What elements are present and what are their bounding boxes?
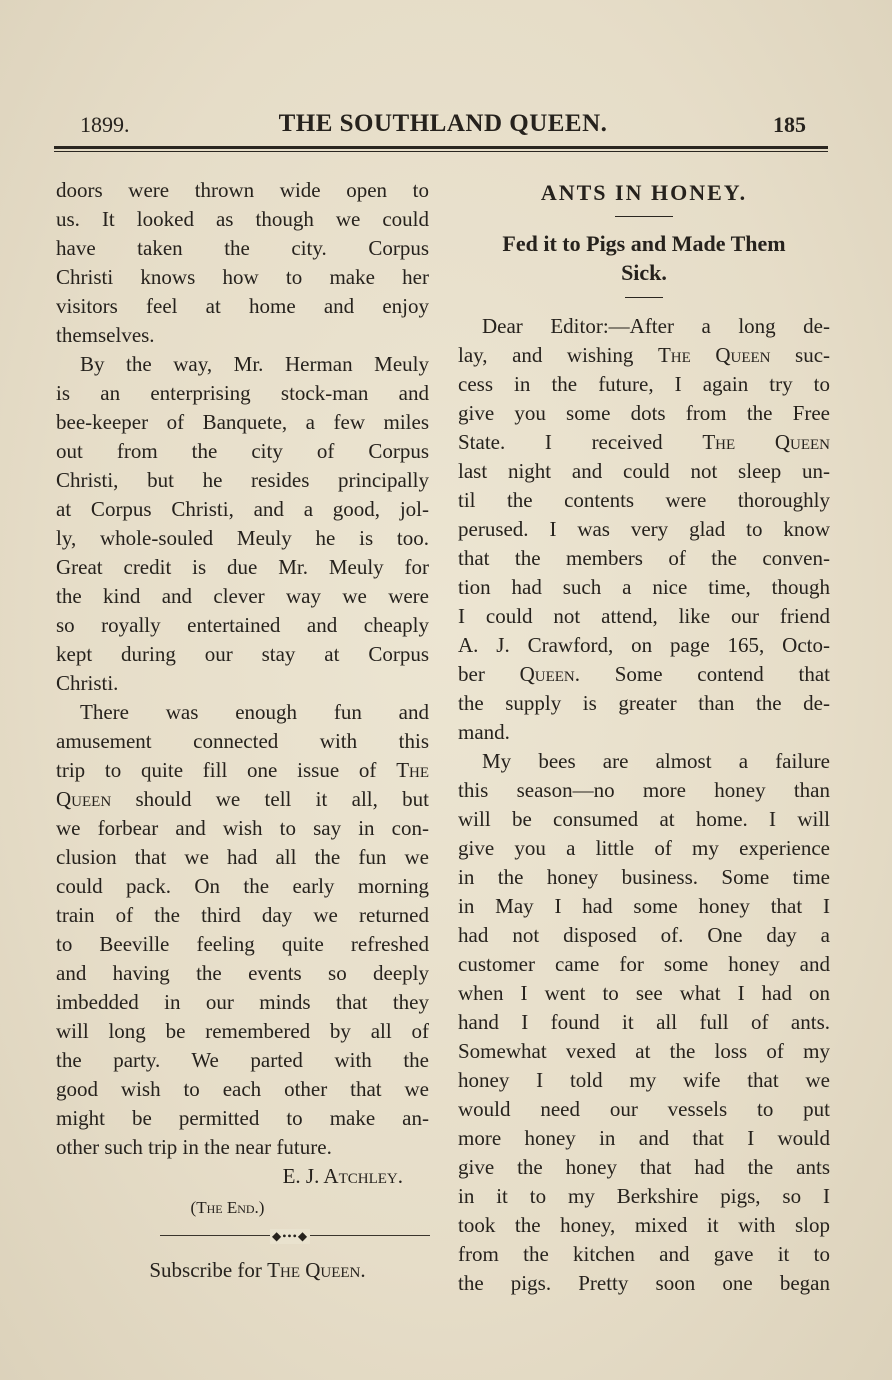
text-line: Christi knows how to make her [56,265,429,289]
text-line: is an enterprising stock-man and [56,381,429,405]
text-line: cess in the future, I again try to [458,372,830,396]
text-line: imbedded in our minds that they [56,990,429,1014]
text-line: honey I told my wife that we [458,1068,830,1092]
text-line: amusement connected with this [56,729,429,753]
text-line: in the honey business. Some time [458,865,830,889]
queen-small-caps: Queen. [519,662,580,686]
text-line: in May I had some honey that I [458,894,830,918]
title-rule [615,216,673,217]
text-line: Great credit is due Mr. Meuly for [56,555,429,579]
text-line: could pack. On the early morning [56,874,429,898]
left-column [56,176,429,1287]
text-span: Some contend that [614,662,831,686]
text-line: this season—no more honey than [458,778,830,802]
text-line: will be consumed at home. I will [458,807,830,831]
text-line: themselves. [56,323,155,347]
text-line: might be permitted to make an- [56,1106,429,1130]
text-line: bee-keeper of Banquete, a few miles [56,410,429,434]
text-line: in it to my Berkshire pigs, so I [458,1184,830,1208]
text-line: Dear Editor:—After a long de- [482,314,830,338]
text-line: give you a little of my experience [458,836,830,860]
text-line: had not disposed of. One day a [458,923,830,947]
text-line: A. J. Crawford, on page 165, Octo- [458,633,830,657]
text-line: train of the third day we returned [56,903,429,927]
text-line: and having the events so deeply [56,961,429,985]
text-line: Christi, but he resides principally [56,468,429,492]
text-span: trip to quite fill one issue of [56,758,377,782]
text-line: have taken the city. Corpus [56,236,429,260]
text-line: Christi. [56,671,119,695]
text-line: us. It looked as though we could [56,207,429,231]
article-subtitle-line: Sick. [621,260,667,285]
text-line: to Beeville feeling quite refreshed [56,932,429,956]
text-span: lay, and wishing [458,343,634,367]
text-line: Somewhat vexed at the loss of my [458,1039,830,1063]
ornament-rule [56,1225,429,1247]
right-column [458,176,830,1298]
text-line [56,785,429,814]
text-line: til the contents were thoroughly [458,488,830,512]
text-line [56,756,429,785]
text-line: My bees are almost a failure [482,749,830,773]
text-line: from the kitchen and gave it to [458,1242,830,1266]
text-span: should we tell it all, but [135,787,429,811]
text-line: give the honey that had the ants [458,1155,830,1179]
text-line: that the members of the conven- [458,546,830,570]
text-line: I could not attend, like our friend [458,604,830,628]
text-span: State. I received [458,430,663,454]
text-line: the kind and clever way we were [56,584,429,608]
text-line: good wish to each other that we [56,1077,429,1101]
text-line: so royally entertained and cheaply [56,613,429,637]
queen-small-caps: The [396,758,430,782]
text-line: took the honey, mixed it with slop [458,1213,830,1237]
text-line: more honey in and that I would [458,1126,830,1150]
text-line: clusion that we had all the fun we [56,845,429,869]
text-line: ly, whole-souled Meuly he is too. [56,526,429,550]
text-line: perused. I was very glad to know [458,517,830,541]
ornament-dots-icon: ◆•••◆ [272,1229,309,1243]
text-line: the party. We parted with the [56,1048,429,1072]
queen-small-caps: The Queen [702,430,831,454]
article-title: ANTS IN HONEY. [540,180,748,205]
text-line: mand. [458,720,510,744]
text-line: give you some dots from the Free [458,401,830,425]
text-line: we forbear and wish to say in con- [56,816,429,840]
subscribe-notice [56,1253,429,1287]
text-line: out from the city of Corpus [56,439,429,463]
text-line: There was enough fun and [80,700,429,724]
text-line: kept during our stay at Corpus [56,642,429,666]
text-span: ber [458,662,485,686]
text-line [458,428,830,457]
text-span: suc- [795,343,831,367]
text-line: doors were thrown wide open to [56,178,429,202]
text-line: when I went to see what I had on [458,981,830,1005]
text-line: at Corpus Christi, and a good, jol- [56,497,429,521]
queen-small-caps: Queen [56,787,112,811]
header-page-number: 185 [773,112,806,137]
text-line: tion had such a nice time, though [458,575,830,599]
the-end-note: (The End.) [190,1198,265,1217]
text-line [458,660,830,689]
text-line: other such trip in the near future. [56,1135,332,1159]
text-line: the supply is greater than the de- [458,691,830,715]
queen-small-caps: The Queen. [267,1258,366,1282]
header-year: 1899. [80,112,130,137]
text-line: hand I found it all full of ants. [458,1010,830,1034]
text-line: will long be remembered by all of [56,1019,429,1043]
header-rule-thick [54,146,828,149]
text-line [458,341,830,370]
queen-small-caps: The Queen [657,343,771,367]
header-rule-thin [54,151,828,152]
header-title: THE SOUTHLAND QUEEN. [278,110,608,137]
text-line: By the way, Mr. Herman Meuly [80,352,429,376]
subtitle-rule [625,297,663,298]
text-line: the pigs. Pretty soon one began [458,1271,830,1295]
author-signature: E. J. Atchley. [282,1164,403,1188]
article-subtitle-line: Fed it to Pigs and Made Them [502,231,786,256]
text-span: Subscribe for [149,1258,262,1282]
text-line: customer came for some honey and [458,952,830,976]
text-line: visitors feel at home and enjoy [56,294,429,318]
text-line: last night and could not sleep un- [458,459,830,483]
running-head [80,108,806,142]
text-line: would need our vessels to put [458,1097,830,1121]
